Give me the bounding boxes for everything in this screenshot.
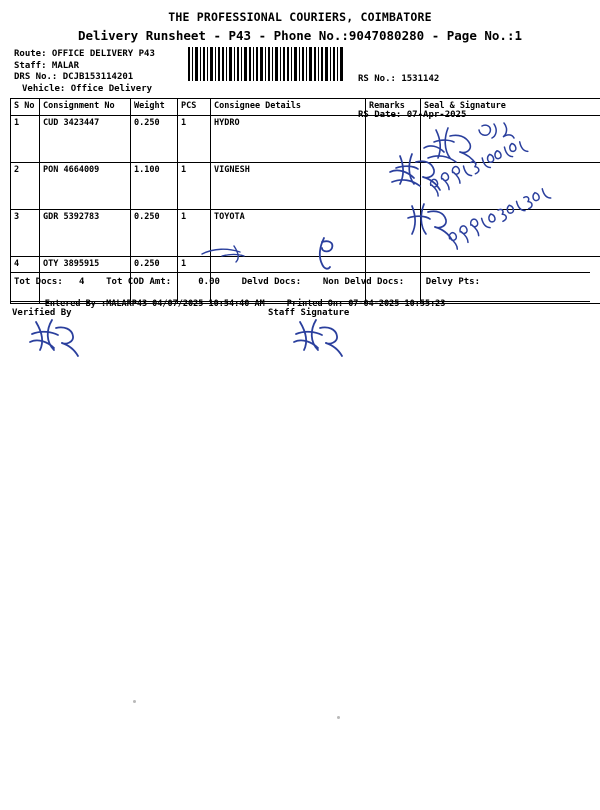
page-title: THE PROFESSIONAL COURIERS, COIMBATORE <box>0 10 600 24</box>
col-header-pcs: PCS <box>178 99 211 116</box>
cell-weight: 0.250 <box>131 210 178 257</box>
table-row <box>11 116 600 163</box>
staff-signature-ink <box>292 318 362 358</box>
barcode-image <box>186 47 346 81</box>
staff-signature-label: Staff Signature <box>268 308 349 318</box>
cell-sno: 1 <box>11 116 40 163</box>
cell-seal <box>421 163 600 210</box>
scan-artifact <box>133 700 136 703</box>
cell-consignment: CUD 3423447 <box>40 116 131 163</box>
cell-consignee: HYDRO <box>211 116 366 163</box>
printed-on-text: Printed On: 07-04-2025 10:55:23 <box>265 299 446 309</box>
cell-sno: 4 <box>11 257 40 304</box>
col-header-consignee: Consignee Details <box>211 99 366 116</box>
col-header-sno: S No <box>11 99 40 116</box>
cell-pcs: 1 <box>178 116 211 163</box>
cell-weight: 0.250 <box>131 116 178 163</box>
totals-footer <box>14 289 445 319</box>
table-row <box>11 163 600 210</box>
cell-pcs: 1 <box>178 257 211 304</box>
document-page <box>0 10 600 810</box>
cell-seal <box>421 210 600 257</box>
rs-date-label: RS Date: 07-Apr-2025 <box>358 109 466 121</box>
totals-summary: Tot Docs: 4 Tot COD Amt: 0.00 Delvd Docs: Non Delvd Docs: Delvy Pts: <box>14 277 480 287</box>
cell-weight: 0.250 <box>131 257 178 304</box>
col-header-seal: Seal & Signature <box>421 99 600 116</box>
table-row <box>11 210 600 257</box>
cell-consignment: GDR 5392783 <box>40 210 131 257</box>
cell-consignee: TOYOTA <box>211 210 366 257</box>
cell-sno: 3 <box>11 210 40 257</box>
cell-seal <box>421 116 600 163</box>
rs-number-label: RS No.: 1531142 <box>358 73 466 85</box>
cell-consignment: OTY 3895915 <box>40 257 131 304</box>
col-header-weight: Weight <box>131 99 178 116</box>
document-subtitle: Delivery Runsheet - P43 - Phone No.:9047080280 - Page No.:1 <box>0 28 600 43</box>
totals-section <box>10 272 590 302</box>
cell-pcs: 1 <box>178 163 211 210</box>
staff-label: Staff: MALAR <box>14 61 155 73</box>
cell-remarks <box>366 210 421 257</box>
cell-sno: 2 <box>11 163 40 210</box>
verified-by-label: Verified By <box>12 308 72 318</box>
cell-weight: 1.100 <box>131 163 178 210</box>
col-header-consignment: Consignment No <box>40 99 131 116</box>
meta-left-column <box>14 49 155 95</box>
vehicle-label: Vehicle: Office Delivery <box>14 84 155 96</box>
route-label: Route: OFFICE DELIVERY P43 <box>14 49 155 61</box>
drs-number-label: DRS No.: DCJB153114201 <box>14 72 155 84</box>
cell-remarks <box>366 163 421 210</box>
entered-by-text: Entered By :MALARP43 04/07/2025 10:54:40 AM <box>45 299 265 309</box>
scan-artifact <box>337 716 340 719</box>
verified-by-signature <box>28 318 98 358</box>
cell-consignee: VIGNESH <box>211 163 366 210</box>
col-header-remarks: Remarks <box>366 99 421 116</box>
cell-pcs: 1 <box>178 210 211 257</box>
cell-consignment: PON 4664009 <box>40 163 131 210</box>
table-header-row <box>11 99 600 116</box>
document-meta <box>0 49 600 95</box>
cell-remarks <box>366 116 421 163</box>
